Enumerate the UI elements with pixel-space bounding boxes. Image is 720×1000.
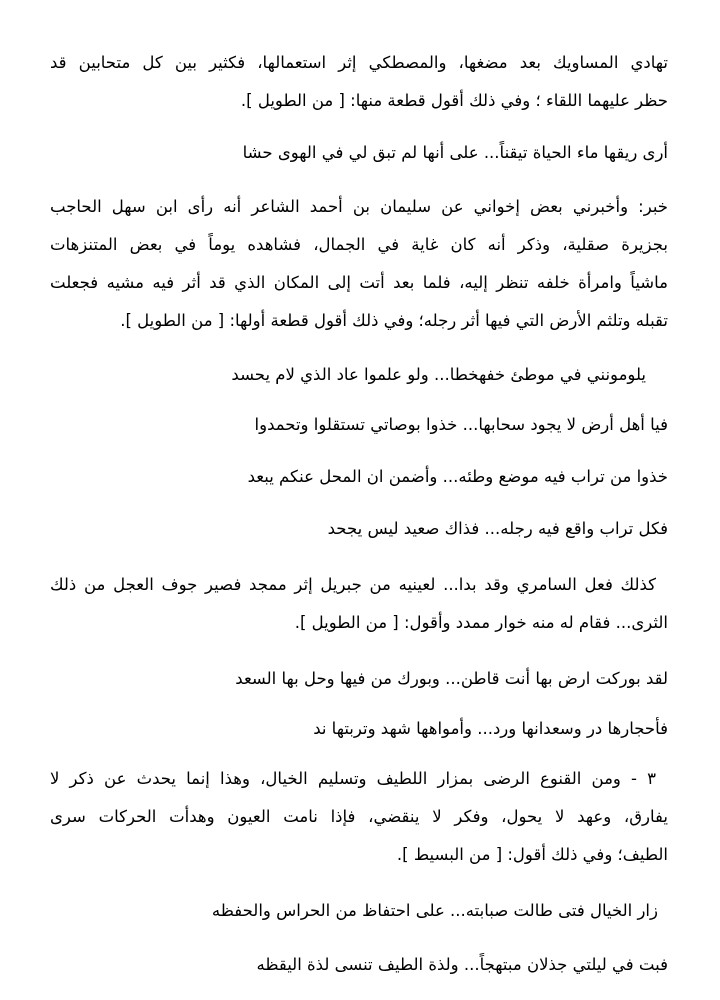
verse-line: يلومونني في موطئ خفهخطا... ولو علموا عاد الذي لام يحسد bbox=[231, 365, 646, 384]
text-line: تهادي المساويك بعد مضغها، والمصطكي إثر استعمالها، فكثير بين كل متحابين قد bbox=[50, 53, 668, 72]
text-line: كذلك فعل السامري وقد بدا... لعينيه من جبريل إثر ممجد فصير جوف العجل من ذلك bbox=[50, 575, 656, 594]
prose-paragraph bbox=[50, 760, 668, 874]
text-line: ماشياً وامرأة خلفه تنظر إليه، فلما بعد أتت إلى المكان الذي قد أثر فيه مشيه فجعلت bbox=[50, 273, 668, 292]
verse-line: أرى ريقها ماء الحياة تيقناً... على أنها لم تبق لي في الهوى حشا bbox=[242, 143, 668, 162]
verse-line: فبت في ليلتي جذلان مبتهجاً... ولذة الطيف تنسى لذة اليقظه bbox=[256, 955, 668, 974]
verse-line: فكل تراب واقع فيه رجله... فذاك صعيد ليس يجحد bbox=[327, 519, 668, 538]
text-line: بجزيرة صقلية، وذكر أنه كان غاية في الجمال، فشاهده يوماً في بعض المتنزهات bbox=[50, 235, 668, 254]
verse-line: خذوا من تراب فيه موضع وطئه... وأضمن ان المحل عنكم يبعد bbox=[247, 467, 668, 486]
text-line: خبر: وأخبرني بعض إخواني عن سليمان بن أحمد الشاعر أنه رأى ابن سهل الحاجب bbox=[50, 197, 668, 216]
document-page bbox=[50, 0, 668, 1000]
text-line: الطيف؛ وفي ذلك أقول: [ من البسيط ]. bbox=[396, 845, 668, 864]
prose-paragraph bbox=[50, 44, 668, 120]
text-line: ٣ - ومن القنوع الرضى بمزار اللطيف وتسليم الخيال، وهذا إنما يحدث عن ذكر لا bbox=[50, 769, 656, 788]
verse-line: لقد بوركت ارض بها أنت قاطن... وبورك من فيها وحل بها السعد bbox=[235, 669, 668, 688]
verse-line: فيا أهل أرض لا يجود سحابها... خذوا بوصاتي تستقلوا وتحمدوا bbox=[254, 415, 668, 434]
verse-line: زار الخيال فتى طالت صبابته... على احتفاظ من الحراس والحفظه bbox=[211, 901, 658, 920]
text-line: حظر عليهما اللقاء ؛ وفي ذلك أقول قطعة منها: [ من الطويل ]. bbox=[240, 91, 668, 110]
text-line: يفارق، وعهد لا يحول، وفكر لا ينقضي، فإذا نامت العيون وهدأت الحركات سرى bbox=[50, 807, 668, 826]
verse-line: فأحجارها در وسعدانها ورد... وأمواهها شهد وتربتها ند bbox=[313, 719, 668, 738]
prose-paragraph bbox=[50, 566, 668, 642]
text-line: الثرى... فقام له منه خوار ممدد وأقول: [ من الطويل ]. bbox=[294, 613, 668, 632]
text-line: تقبله وتلثم الأرض التي فيها أثر رجله؛ وفي ذلك أقول قطعة أولها: [ من الطويل ]. bbox=[120, 311, 668, 330]
prose-paragraph bbox=[50, 188, 668, 340]
